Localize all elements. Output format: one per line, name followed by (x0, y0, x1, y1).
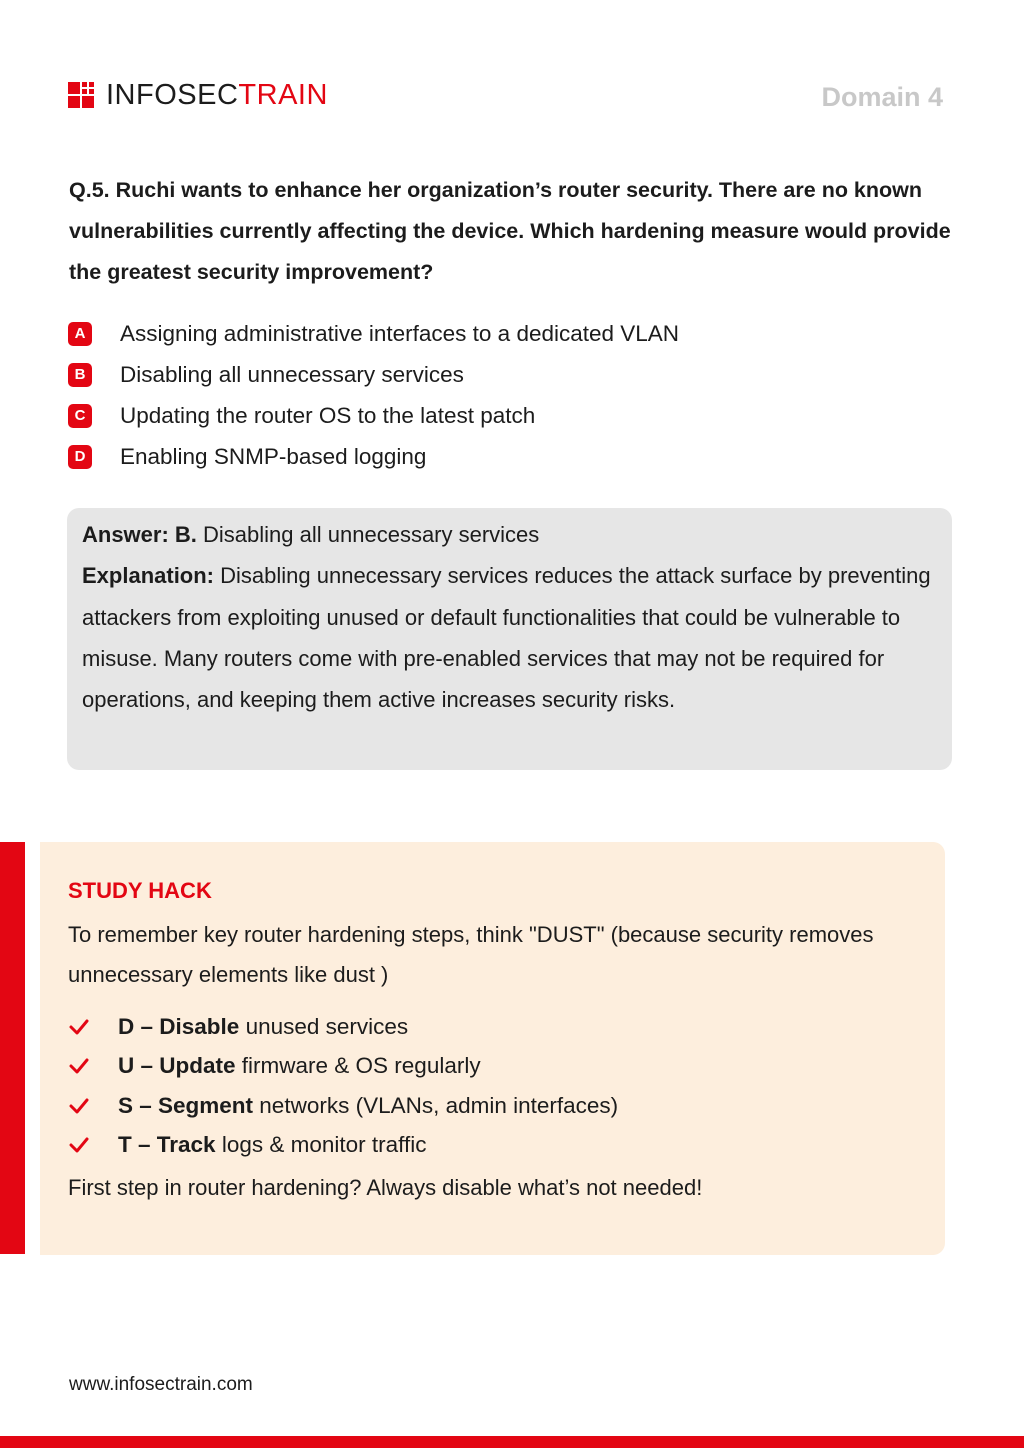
question-text: Q.5. Ruchi wants to enhance her organization’s router security. There are no known vulnerabilities currently affecting the device. Which hardening measure would provide the greatest security improvement? (69, 178, 951, 284)
study-hack-intro: To remember key router hardening steps, think "DUST" (because security removes unnecessary elements like dust ) (68, 922, 874, 987)
option-letter-badge: D (68, 445, 92, 469)
option-a (68, 313, 948, 354)
answer-box (67, 508, 952, 770)
checkmark-icon (68, 1016, 90, 1038)
explanation-label: Explanation: (82, 563, 215, 589)
list-item (68, 1086, 917, 1126)
explanation (82, 555, 937, 720)
logo-grid-icon (68, 82, 94, 108)
logo-wordmark: INFOSECTRAIN (106, 79, 328, 111)
answer-label: Answer: B. (82, 522, 197, 547)
option-letter-badge: A (68, 322, 92, 346)
domain-label: Domain 4 (821, 82, 943, 112)
list-item-text: D – Disable unused services (118, 1013, 409, 1039)
study-hack-accent-bar (0, 842, 25, 1254)
explanation-text: Disabling unnecessary services reduces the attack surface by preventing attackers from exploiting unused or default functionalities that could be vulnerable to misuse. Many routers come with pre-enabled services that may not be required for operations, and keeping them active increases security risks. (82, 563, 931, 713)
list-item-text: S – Segment networks (VLANs, admin interfaces) (118, 1092, 619, 1118)
option-letter-badge: C (68, 404, 92, 428)
option-text: Enabling SNMP-based logging (120, 443, 427, 469)
option-text: Assigning administrative interfaces to a dedicated VLAN (120, 320, 680, 346)
study-hack-footer: First step in router hardening? Always disable what’s not needed! (68, 1175, 703, 1200)
study-hack-box (40, 842, 945, 1255)
option-d (68, 436, 948, 477)
list-item (68, 1007, 917, 1047)
study-hack-title: STUDY HACK (68, 878, 212, 903)
checkmark-icon (68, 1095, 90, 1117)
option-c (68, 395, 948, 436)
footer-accent-bar (0, 1436, 1024, 1448)
answer-options (68, 313, 948, 477)
answer-line (82, 514, 937, 555)
list-item-text: T – Track logs & monitor traffic (118, 1132, 427, 1158)
answer-text: Disabling all unnecessary services (196, 522, 540, 547)
list-item-text: U – Update firmware & OS regularly (118, 1053, 481, 1079)
checkmark-icon (68, 1134, 90, 1156)
option-text: Disabling all unnecessary services (120, 361, 464, 387)
website-link[interactable]: www.infosectrain.com (69, 1374, 253, 1395)
brand-logo (68, 80, 328, 110)
option-b (68, 354, 948, 395)
list-item (68, 1047, 917, 1087)
checkmark-icon (68, 1055, 90, 1077)
option-text: Updating the router OS to the latest patch (120, 402, 536, 428)
study-hack-list (68, 1007, 917, 1165)
list-item (68, 1126, 917, 1166)
option-letter-badge: B (68, 363, 92, 387)
